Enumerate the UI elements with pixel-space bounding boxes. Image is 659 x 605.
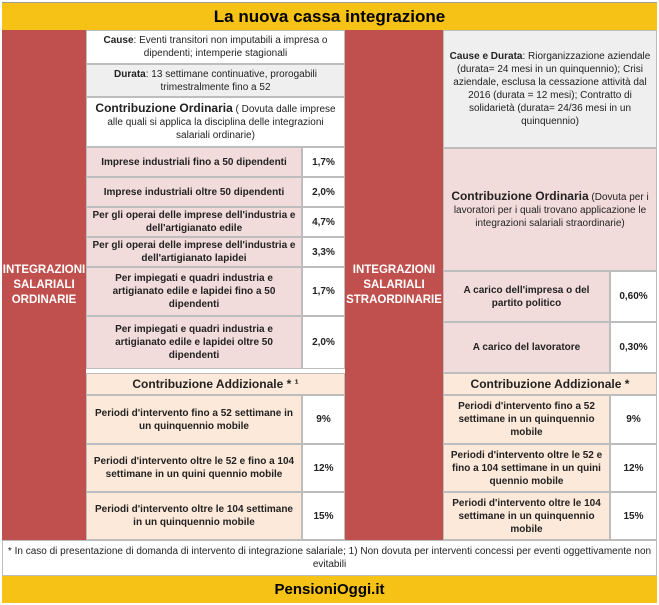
left-cause-text: : Eventi transitori non imputabili a impresa o dipendenti; intemperie stagionali: [133, 35, 328, 59]
right-additional-row-label: Periodi d'intervento oltre le 104 settimane in un quinquennio mobile: [443, 492, 610, 540]
left-section-label-text: INTEGRAZIONI SALARIALI ORDINARIE: [2, 263, 86, 306]
left-contrib-ord-note: ( Dovuta dalle imprese alle quali si applica la disciplina delle integrazioni salariali ordinarie): [107, 104, 336, 141]
right-cause-cell: [443, 30, 657, 148]
left-ordinary-row-value: 2,0%: [302, 177, 345, 207]
left-ordinary-row-label: Per impiegati e quadri industria e artigianato edile e lapidei fino a 50 dipendenti: [86, 267, 302, 316]
right-ordinary-row-value: 0,30%: [610, 322, 657, 373]
right-contrib-ord-note: (Dovuta per i lavoratori per i quali trovano applicazione le integrazioni salariali straordinarie): [453, 191, 649, 229]
right-ordinary-row-label: A carico del lavoratore: [443, 322, 610, 373]
left-additional-row-label: Periodi d'intervento oltre le 104 settimane in un quinquennio mobile: [86, 492, 302, 540]
left-ordinary-row-label: Imprese industriali oltre 50 dipendenti: [86, 177, 302, 207]
left-ordinary-row-value: 2,0%: [302, 316, 345, 369]
left-durata-cell: [86, 64, 345, 97]
right-additional-row-value: 12%: [610, 444, 657, 492]
right-contrib-ord-title: Contribuzione Ordinaria: [451, 188, 589, 203]
footer-brand: PensioniOggi.it: [274, 581, 385, 598]
left-ordinary-row-label: Per gli operai delle imprese dell'industria e dell'artigianato lapidei: [86, 237, 302, 267]
left-ordinary-row-label: Per gli operai delle imprese dell'industria e dell'artigianato edile: [86, 207, 302, 237]
left-additional-row-label: Periodi d'intervento fino a 52 settimane in un quinquennio mobile: [86, 395, 302, 444]
right-contrib-ord-cell: [443, 148, 657, 271]
footnote-text: * In caso di presentazione di domanda di intervento di integrazione salariale; 1) Non dovuta per interventi concessi per eventi oggettivamente non evitabili: [7, 546, 652, 570]
right-cause-text: : Riorganizzazione aziendale (durata= 24 mesi in un quinquennio); Crisi aziendale, esclusa la cessazione attività dal 2016 (durata = 12 mesi); Contratto di solidarietà (durata= 24/36 mesi in un quinquennio): [453, 51, 651, 127]
left-additional-row-value: 9%: [302, 395, 345, 444]
right-additional-row-value: 15%: [610, 492, 657, 540]
right-contrib-add-title: Contribuzione Addizionale *: [470, 376, 630, 391]
left-contrib-add-cell: [86, 373, 345, 395]
right-cause-label: Cause e Durata: [449, 51, 523, 62]
left-ordinary-row-value: 4,7%: [302, 207, 345, 237]
left-ordinary-row-value: 1,7%: [302, 147, 345, 177]
right-ordinary-row-value: 0,60%: [610, 271, 657, 322]
left-ordinary-row-label: Imprese industriali fino a 50 dipendenti: [86, 147, 302, 177]
title-banner: [2, 3, 657, 30]
left-cause-label: Cause: [103, 35, 134, 46]
right-ordinary-row-label: A carico dell'impresa o del partito politico: [443, 271, 610, 322]
left-ordinary-row-label: Per impiegati e quadri industria e artigianato edile e lapidei oltre 50 dipendenti: [86, 316, 302, 369]
left-ordinary-row-value: 1,7%: [302, 267, 345, 316]
footnote: [2, 540, 657, 576]
left-contrib-add-title: Contribuzione Addizionale * ¹: [132, 376, 299, 391]
left-cause-cell: [86, 30, 345, 64]
left-ordinary-row-value: 3,3%: [302, 237, 345, 267]
left-durata-label: Durata: [114, 68, 146, 80]
page-title: La nuova cassa integrazione: [213, 6, 446, 26]
right-additional-row-label: Periodi d'intervento oltre le 52 e fino a 104 settimane in un quini quennio mobile: [443, 444, 610, 492]
left-additional-row-label: Periodi d'intervento oltre le 52 e fino a 104 settimane in un quini quennio mobile: [86, 444, 302, 492]
left-additional-row-value: 15%: [302, 492, 345, 540]
right-contrib-add-cell: [443, 373, 657, 395]
left-durata-text: : 13 settimane continuative, prorogabili trimestralmente fino a 52: [145, 68, 317, 93]
right-section-label-text: INTEGRAZIONI SALARIALI STRAORDINARIE: [346, 263, 442, 306]
left-additional-row-value: 12%: [302, 444, 345, 492]
right-additional-row-value: 9%: [610, 395, 657, 444]
footer-banner: [2, 576, 657, 603]
left-section-label: [2, 30, 86, 540]
right-additional-row-label: Periodi d'intervento fino a 52 settimane in un quinquennio mobile: [443, 395, 610, 444]
left-contrib-ord-title: Contribuzione Ordinaria: [95, 101, 233, 115]
left-contrib-ord-cell: [86, 97, 345, 147]
right-section-label: [345, 30, 443, 540]
